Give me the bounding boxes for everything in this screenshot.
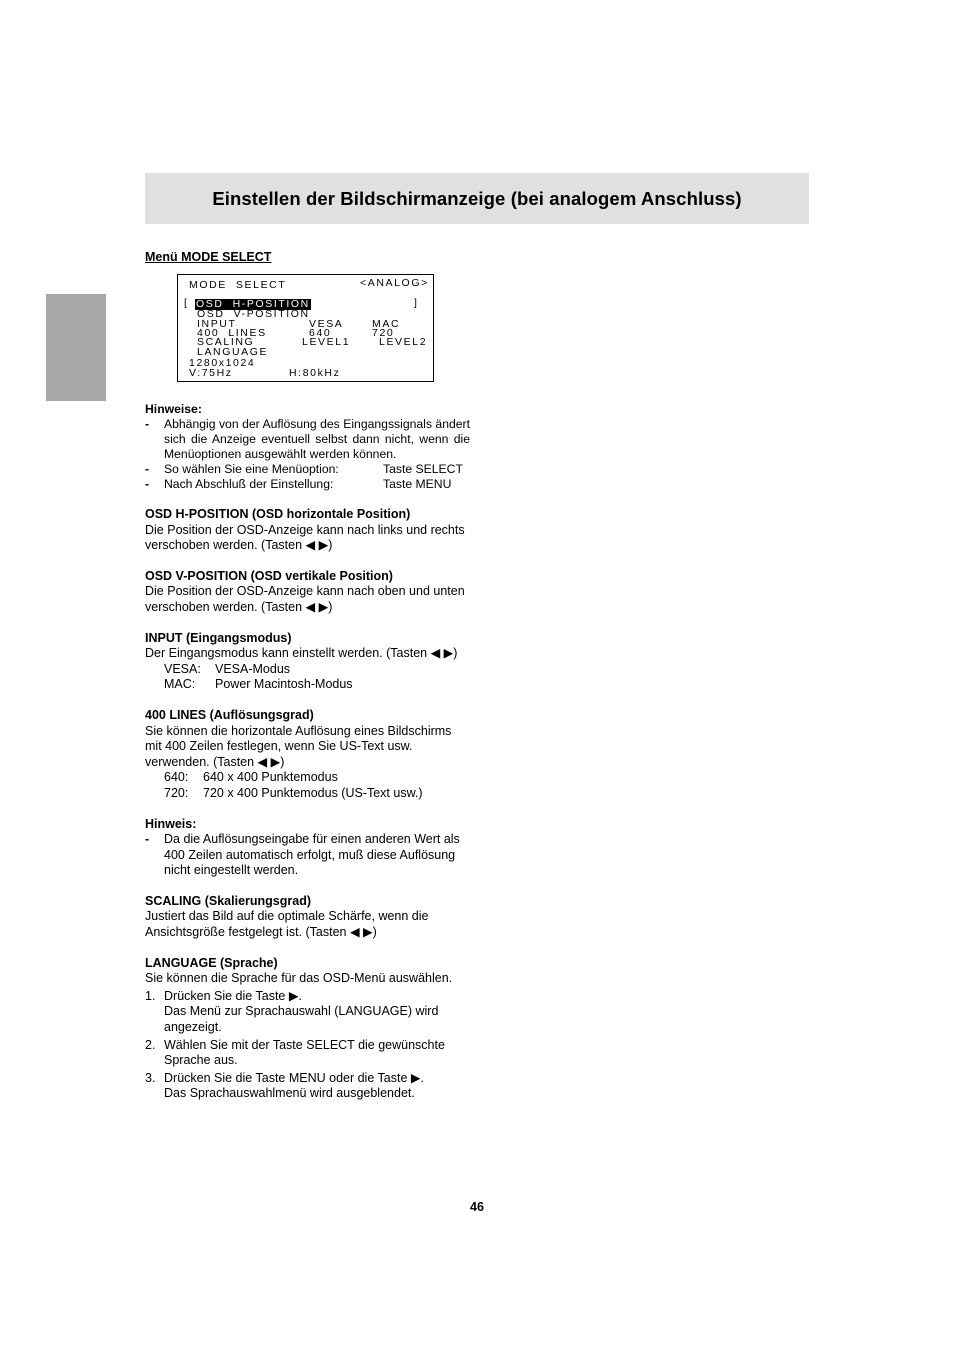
language-heading: LANGUAGE (Sprache) [145, 955, 278, 970]
option-key: MAC: [164, 677, 196, 692]
osd-item-400-lines: 400 LINES [197, 327, 267, 339]
option-key: VESA: [164, 661, 201, 676]
osd-bracket-right: ] [414, 297, 419, 309]
bullet-dash: - [145, 832, 150, 847]
osd-input-option-2: MAC [372, 318, 401, 330]
h-position-heading: OSD H-POSITION (OSD horizontale Position) [145, 507, 411, 521]
lines-heading: 400 LINES (Auflösungsgrad) [145, 707, 314, 722]
v-position-body: Die Position der OSD-Anzeige kann nach oben und unten verschoben werden. (Tasten ◀ ▶) [145, 584, 465, 614]
input-option-vesa [145, 662, 470, 678]
input-body: Der Eingangsmodus kann einstellt werden. (Tasten ◀ ▶) [145, 646, 458, 661]
h-position-body: Die Position der OSD-Anzeige kann nach links und rechts verschoben werden. (Tasten ◀ ▶) [145, 522, 465, 553]
osd-resolution: 1280x1024 [189, 357, 256, 369]
step-number: 3. [145, 1070, 156, 1085]
bullet-dash: - [145, 477, 150, 491]
osd-item-scaling: SCALING [197, 336, 255, 348]
section-400-lines [145, 708, 470, 802]
hinweise-bullet-1 [145, 417, 470, 462]
step-line: Drücken Sie die Taste MENU oder die Taste ▶. [164, 1070, 424, 1085]
scaling-heading: SCALING (Skalierungsgrad) [145, 893, 311, 908]
osd-item-v-position: OSD V-POSITION [197, 308, 310, 320]
osd-lines-option-2: 720 [372, 327, 395, 339]
v-position-heading: OSD V-POSITION (OSD vertikale Position) [145, 568, 393, 583]
hinweis-bullet-1 [145, 832, 470, 879]
lines-option-640 [145, 770, 470, 786]
side-tab-marker [46, 294, 106, 401]
step-text: Wählen Sie mit der Taste SELECT die gewünschte Sprache aus. [164, 1037, 445, 1068]
section-language [145, 956, 470, 1102]
step-number: 2. [145, 1037, 156, 1052]
scaling-body: Justiert das Bild auf die optimale Schärfe, wenn die Ansichtsgröße festgelegt ist. (Tasten ◀ ▶) [145, 909, 429, 940]
hinweis-heading: Hinweis: [145, 816, 197, 831]
option-value: 720 x 400 Punktemodus (US-Text usw.) [203, 785, 423, 800]
page-title: Einstellen der Bildschirmanzeige (bei analogem Anschluss) [212, 187, 742, 209]
step-number: 1. [145, 988, 156, 1003]
option-value: 640 x 400 Punktemodus [203, 770, 338, 785]
lines-body: Sie können die horizontale Auflösung eines Bildschirms mit 400 Zeilen festlegen, wenn Sie US-Text usw. verwenden. (Tasten ◀ ▶) [145, 723, 452, 769]
section-scaling [145, 894, 470, 941]
bullet-value: Taste SELECT [383, 462, 463, 476]
language-step-1 [145, 989, 470, 1036]
hinweise-bullet-3 [145, 477, 470, 492]
language-step-2 [145, 1038, 470, 1069]
language-body: Sie können die Sprache für das OSD-Menü auswählen. [145, 971, 453, 986]
bullet-label: Nach Abschluß der Einstellung: [164, 477, 334, 491]
input-option-mac [145, 677, 470, 693]
step-text [164, 989, 470, 1036]
bullet-dash: - [145, 462, 150, 476]
hinweise-heading: Hinweise: [145, 402, 202, 416]
osd-header-right: <ANALOG> [360, 277, 429, 289]
option-key: 640: [164, 770, 189, 785]
osd-item-input: INPUT [197, 318, 237, 330]
osd-header-left: MODE SELECT [189, 279, 287, 291]
lines-option-720 [145, 786, 470, 802]
step-text [164, 1071, 470, 1102]
section-h-position [145, 507, 470, 554]
osd-bracket-left: [ [184, 297, 189, 309]
option-key: 720: [164, 785, 189, 800]
osd-input-option-1: VESA [309, 318, 344, 330]
language-step-3 [145, 1071, 470, 1102]
bullet-value: Taste MENU [383, 477, 452, 491]
osd-item-h-position: OSD H-POSITION [196, 298, 310, 310]
menu-heading: Menü MODE SELECT [145, 250, 272, 264]
main-content [145, 402, 470, 1102]
osd-menu-screen [177, 274, 434, 382]
hinweise-bullet-2 [145, 462, 470, 477]
option-value: VESA-Modus [215, 661, 291, 676]
section-hinweis [145, 817, 470, 879]
osd-item-language: LANGUAGE [197, 346, 269, 358]
title-band [145, 173, 809, 224]
osd-scaling-option-2: LEVEL2 [379, 336, 428, 348]
section-hinweise [145, 402, 470, 492]
bullet-text: Da die Auflösungseingabe für einen anderen Wert als 400 Zeilen automatisch erfolgt, muß diese Auflösung nicht eingestellt werden. [164, 832, 460, 878]
osd-scaling-option-1: LEVEL1 [302, 336, 351, 348]
bullet-text: Abhängig von der Auflösung des Eingangssignals ändert sich die Anzeige eventuell selbst dann nicht, wenn die Menüoptionen ausgewählt werden können. [164, 417, 470, 461]
step-line: Das Menü zur Sprachauswahl (LANGUAGE) wird angezeigt. [164, 1004, 439, 1035]
osd-lines-option-1: 640 [309, 327, 332, 339]
step-line: Drücken Sie die Taste ▶. [164, 988, 302, 1003]
input-heading: INPUT (Eingangsmodus) [145, 630, 292, 645]
osd-horizontal-frequency: H:80kHz [289, 367, 341, 379]
option-value: Power Macintosh-Modus [215, 677, 353, 692]
bullet-label: So wählen Sie eine Menüoption: [164, 462, 339, 476]
bullet-dash: - [145, 417, 150, 431]
step-line: Das Sprachauswahlmenü wird ausgeblendet. [164, 1086, 415, 1101]
section-input [145, 631, 470, 693]
page-number: 46 [470, 1200, 484, 1214]
osd-vertical-frequency: V:75Hz [189, 367, 233, 379]
section-v-position [145, 569, 470, 616]
